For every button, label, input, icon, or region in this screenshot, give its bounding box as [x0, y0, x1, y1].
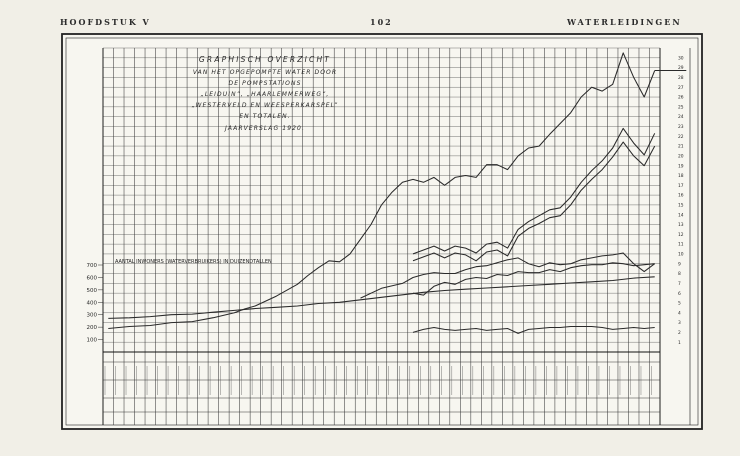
left-tick-label: 500 [86, 287, 97, 294]
right-tick-label: 26 [678, 95, 684, 101]
right-tick-label: 5 [678, 301, 681, 307]
right-tick-label: 10 [678, 252, 684, 258]
right-tick-label: 3 [678, 321, 681, 327]
right-tick-label: 9 [678, 262, 681, 268]
page-number: 102 [370, 17, 393, 27]
right-tick-label: 29 [678, 66, 684, 72]
right-tick-label: 20 [678, 154, 684, 160]
right-tick-label: 1 [678, 340, 681, 346]
left-tick-label: 100 [86, 337, 97, 344]
right-tick-label: 23 [678, 125, 684, 131]
title-line: EN TOTALEN. [239, 113, 291, 120]
title-line: GRAPHISCH OVERZICHT [198, 55, 332, 64]
left-tick-label: 300 [86, 312, 97, 319]
right-tick-label: 8 [678, 272, 681, 278]
right-tick-label: 28 [678, 76, 684, 82]
right-tick-label: 21 [678, 144, 684, 150]
right-tick-label: 16 [678, 193, 684, 199]
right-tick-label: 15 [678, 203, 684, 209]
right-tick-label: 4 [678, 311, 681, 317]
right-tick-label: 30 [678, 56, 684, 62]
right-tick-label: 2 [678, 330, 681, 336]
title-line: „LEIDUIN”, „HAARLEMMERWEG”, [200, 91, 330, 98]
right-tick-label: 18 [678, 174, 684, 180]
chapter-header: HOOFDSTUK V [60, 17, 151, 27]
right-tick-label: 12 [678, 232, 684, 238]
chart-frame [62, 34, 702, 429]
left-tick-label: 600 [86, 275, 97, 282]
title-line: „WESTERVELD EN WEESPERKARSPEL” [191, 102, 339, 109]
left-axis-label: AANTAL INWONERS (WATERVERBRUIKERS) IN DUIZENDTALLEN [115, 259, 272, 265]
right-tick-label: 25 [678, 105, 684, 111]
right-tick-label: 19 [678, 164, 684, 170]
right-tick-label: 14 [678, 213, 684, 219]
right-tick-label: 17 [678, 183, 684, 189]
right-tick-label: 13 [678, 223, 684, 229]
right-tick-label: 11 [678, 242, 684, 248]
left-tick-label: 200 [86, 325, 97, 332]
right-tick-label: 22 [678, 134, 684, 140]
section-header: WATERLEIDINGEN [567, 17, 682, 27]
right-tick-label: 6 [678, 291, 681, 297]
left-tick-label: 700 [86, 263, 97, 269]
right-tick-label: 7 [678, 281, 681, 287]
left-tick-label: 400 [86, 300, 97, 307]
right-tick-label: 27 [678, 85, 684, 91]
title-line: DE POMPSTATIONS [228, 80, 302, 87]
title-line: VAN HET OPGEPOMPTE WATER DOOR [192, 69, 338, 76]
right-tick-label: 24 [678, 115, 684, 121]
title-line: JAARVERSLAG 1920. [225, 125, 305, 132]
